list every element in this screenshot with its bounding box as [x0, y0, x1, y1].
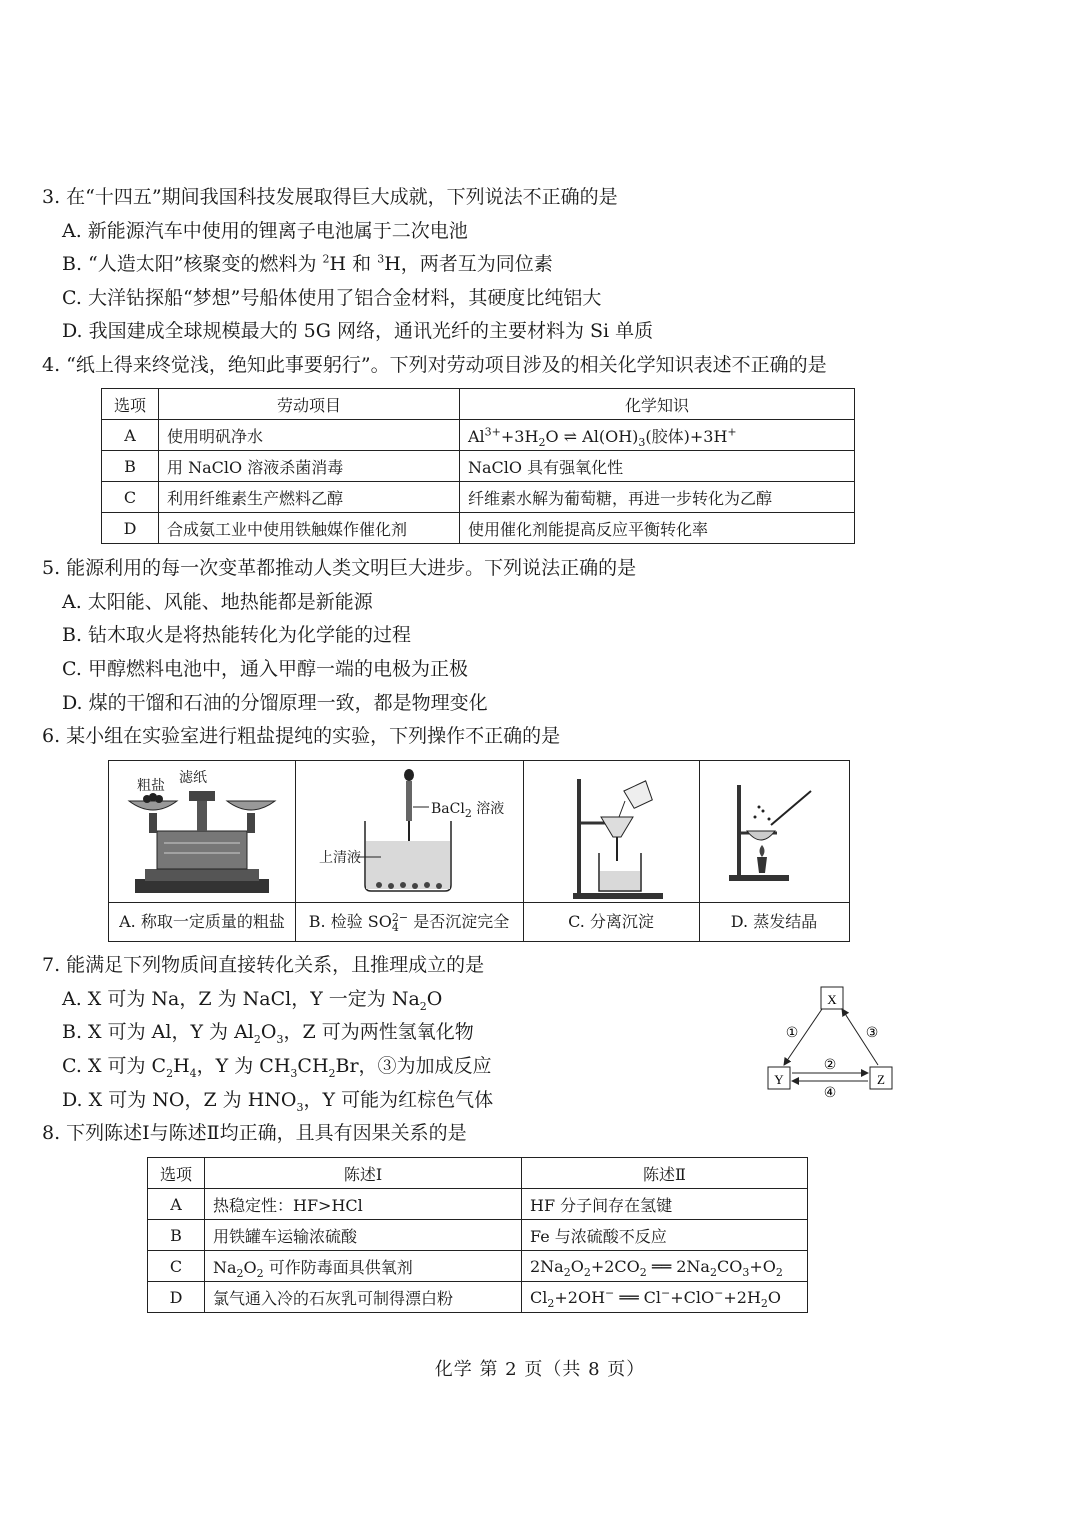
q7-option-b: B. X 可为 Al，Y 为 $Al_2O_3$，Z 可为两性氢氧化物 [62, 1021, 474, 1046]
q7-option-d: D. X 可为 NO，Z 为 $HNO_3$，Y 可能为红棕色气体 [62, 1089, 494, 1114]
node-z: Z [877, 1072, 885, 1087]
q7-option-c: C. X 可为 $C_2H_4$，Y 为 $CH_3CH_2Br$，③为加成反应 [62, 1055, 492, 1080]
table-row: C 利用纤维素生产燃料乙醇 纤维素水解为葡萄糖，再进一步转化为乙醇 [102, 482, 855, 513]
q5-option-d: D. 煤的干馏和石油的分馏原理一致，都是物理变化 [62, 692, 488, 714]
q4-row-a-equation: $Al^{3+}+3H_2O$ ⇌ $Al(OH)_3$(胶体)+3H+ [460, 420, 855, 451]
q6-cell-b [295, 761, 524, 941]
evaporation-illustration [699, 761, 849, 903]
q4-header-option: 选项 [102, 389, 159, 420]
q6-cell-a [109, 761, 296, 941]
q4-header-knowledge: 化学知识 [460, 389, 855, 420]
label-supernatant: 上清液 [319, 850, 361, 866]
table-row: D 合成氨工业中使用铁触媒作催化剂 使用催化剂能提高反应平衡转化率 [102, 513, 855, 544]
filtration-illustration [523, 761, 699, 903]
q4-header-item: 劳动项目 [159, 389, 460, 420]
q6-caption-a: A. 称取一定质量的粗盐 [109, 902, 295, 941]
q7-stem: 7. 能满足下列物质间直接转化关系，且推理成立的是 [42, 954, 485, 976]
q6-caption-c: C. 分离沉淀 [523, 902, 699, 941]
table-row: A 使用明矾净水 $Al^{3+}+3H_2O$ ⇌ $Al(OH)_3$(胶体)+3H+ [102, 420, 855, 451]
page-footer: 化学 第 2 页（共 8 页） [434, 1359, 646, 1380]
table-row: B 用 NaClO 溶液杀菌消毒 NaClO 具有强氧化性 [102, 451, 855, 482]
q3-option-b: B. “人造太阳”核聚变的燃料为 $^2$H 和 $^3$H，两者互为同位素 [62, 252, 553, 275]
reaction-4: ④ [823, 1085, 837, 1101]
q3-stem: 3. 在“十四五”期间我国科技发展取得巨大成就，下列说法不正确的是 [42, 186, 618, 208]
q8-header-statement-2: 陈述Ⅱ [522, 1158, 808, 1189]
node-x: X [827, 992, 837, 1007]
label-bacl2-solution: BaCl$_2$ 溶液 [431, 801, 505, 820]
q5-option-a: A. 太阳能、风能、地热能都是新能源 [62, 591, 373, 613]
label-crude-salt: 粗盐 [137, 778, 165, 794]
q3-option-d: D. 我国建成全球规模最大的 5G 网络，通讯光纤的主要材料为 Si 单质 [62, 320, 654, 342]
q5-stem: 5. 能源利用的每一次变革都推动人类文明巨大进步。下列说法正确的是 [42, 557, 637, 579]
q6-cell-c [523, 761, 700, 941]
q8-header-statement-1: 陈述Ⅰ [205, 1158, 522, 1189]
q6-stem: 6. 某小组在实验室进行粗盐提纯的实验，下列操作不正确的是 [42, 725, 561, 747]
q8-table [147, 1157, 808, 1313]
node-y: Y [774, 1072, 784, 1087]
beaker-dropper-illustration [295, 761, 523, 903]
table-row: C $Na_2O_2$ 可作防毒面具供氧剂 $2Na_2O_2+2CO_2$ ══ $2Na_2CO_3+O_2$ [148, 1251, 808, 1282]
reaction-3: ③ [865, 1025, 879, 1041]
q5-option-c: C. 甲醇燃料电池中，通入甲醇一端的电极为正极 [62, 658, 468, 680]
q7-option-a: A. X 可为 Na，Z 为 NaCl，Y 一定为 $Na_2O$ [62, 988, 443, 1013]
table-row: D 氯气通入冷的石灰乳可制得漂白粉 $Cl_2+2OH^-$ ══ $Cl^-+ClO^-+2H_2O$ [148, 1282, 808, 1313]
reaction-1: ① [785, 1025, 799, 1041]
q8-stem: 8. 下列陈述Ⅰ与陈述Ⅱ均正确，且具有因果关系的是 [42, 1122, 467, 1144]
q3-option-a: A. 新能源汽车中使用的锂离子电池属于二次电池 [62, 220, 468, 242]
q6-caption-d: D. 蒸发结晶 [699, 902, 849, 941]
q6-cell-d [699, 761, 849, 941]
q6-figure-table [108, 760, 850, 942]
q6-caption-b: B. 检验 $SO_4^{2-}$ 是否沉淀完全 [295, 902, 523, 941]
table-row: A 热稳定性：HF>HCl HF 分子间存在氢键 [148, 1189, 808, 1220]
q3-option-c: C. 大洋钻探船“梦想”号船体使用了铝合金材料，其硬度比纯铝大 [62, 287, 602, 309]
q4-stem: 4. “纸上得来终觉浅，绝知此事要躬行”。下列对劳动项目涉及的相关化学知识表述不正确的是 [42, 354, 827, 376]
q7-conversion-diagram [760, 985, 910, 1105]
reaction-2: ② [823, 1057, 837, 1073]
label-filter-paper: 滤纸 [179, 770, 207, 786]
q8-header-option: 选项 [148, 1158, 205, 1189]
q5-option-b: B. 钻木取火是将热能转化为化学能的过程 [62, 624, 412, 646]
q4-table [101, 388, 855, 544]
table-row: B 用铁罐车运输浓硫酸 Fe 与浓硫酸不反应 [148, 1220, 808, 1251]
